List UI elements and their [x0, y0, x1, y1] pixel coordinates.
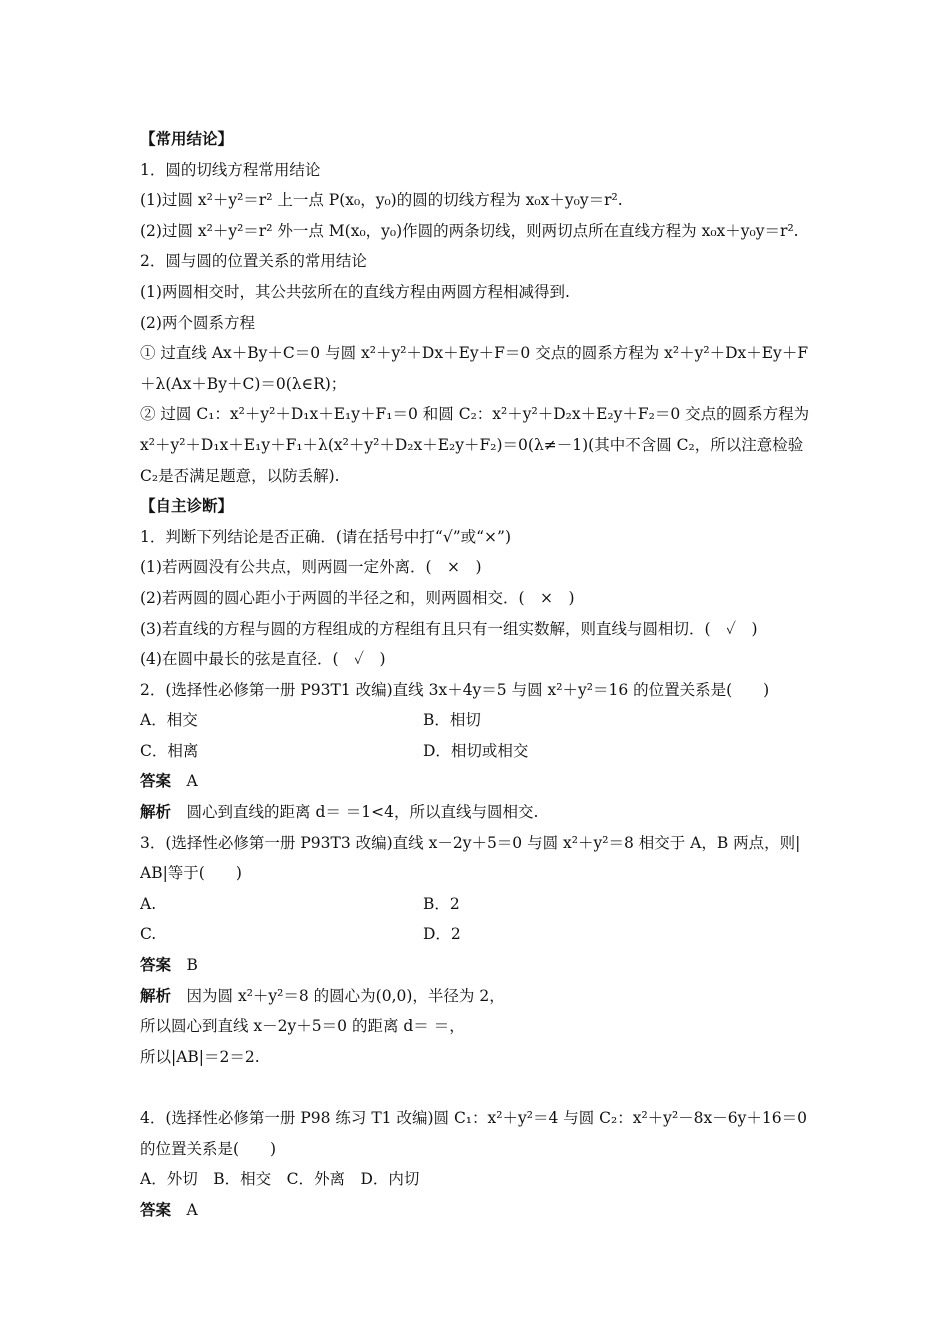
conclusion-line: ② 过圆 C₁：x²＋y²＋D₁x＋E₁y＋F₁＝0 和圆 C₂：x²＋y²＋D₂x＋E₂y＋F₂＝0 交点的圆系方程为 [140, 405, 810, 424]
answer-value: A [186, 1200, 198, 1219]
question-3: 3．(选择性必修第一册 P93T3 改编)直线 x－2y＋5＝0 与圆 x²＋y²＝8 相交于 A，B 两点，则| [140, 833, 801, 852]
question-4-cont: 的位置关系是( ) [140, 1139, 277, 1158]
conclusion-line: ＋λ(Ax＋By＋C)＝0(λ∈R)； [140, 374, 347, 393]
conclusion-heading-2: 2．圆与圆的位置关系的常用结论 [140, 252, 367, 271]
conclusion-line: (2)过圆 x²＋y²＝r² 外一点 M(x₀，y₀)作圆的两条切线，则两切点所在直线方程为 x₀x＋y₀y＝r². [140, 221, 799, 240]
question-2-options-row [140, 736, 812, 767]
solution-line: 所以圆心到直线 x－2y＋5＝0 的距离 d＝ ＝， [140, 1017, 465, 1036]
question-1-item: (1)若两圆没有公共点，则两圆一定外离．( × ) [140, 558, 482, 577]
question-3-options-row [140, 889, 812, 920]
section-title-diagnosis: 【自主诊断】 [140, 497, 234, 516]
solution-line: 所以|AB|＝2＝2. [140, 1047, 260, 1066]
conclusion-heading-1: 1．圆的切线方程常用结论 [140, 160, 321, 179]
solution-text: 因为圆 x²＋y²＝8 的圆心为(0,0)，半径为 2， [186, 986, 505, 1005]
conclusion-line: (2)两个圆系方程 [140, 313, 255, 332]
question-1-item: (2)若两圆的圆心距小于两圆的半径之和，则两圆相交．( × ) [140, 588, 575, 607]
question-2: 2．(选择性必修第一册 P93T1 改编)直线 3x＋4y＝5 与圆 x²＋y²＝16 的位置关系是( ) [140, 680, 770, 699]
solution-label: 解析 [140, 986, 172, 1005]
question-4: 4．(选择性必修第一册 P98 练习 T1 改编)圆 C₁：x²＋y²＝4 与圆 C₂：x²＋y²－8x－6y＋16＝0 [140, 1109, 807, 1127]
document-content [140, 124, 812, 1225]
option-b: B．相切 [423, 711, 481, 730]
question-1-item: (3)若直线的方程与圆的方程组成的方程组有且只有一组实数解，则直线与圆相切．( ✓ ) [140, 619, 758, 638]
answer-label: 答案 [140, 956, 172, 975]
option-c: C. [140, 925, 157, 944]
conclusion-line: ① 过直线 Ax＋By＋C＝0 与圆 x²＋y²＋Dx＋Ey＋F＝0 交点的圆系方程为 x²＋y²＋Dx＋Ey＋F [140, 344, 809, 363]
option-a: A. [140, 894, 157, 913]
conclusion-line: C₂是否满足题意，以防丢解). [140, 466, 340, 485]
answer-value: B [186, 956, 198, 975]
answer-label: 答案 [140, 1200, 172, 1219]
question-1-item: (4)在圆中最长的弦是直径．( ✓ ) [140, 650, 386, 669]
option-a: A．相交 [140, 711, 198, 730]
question-3-cont: AB|等于( ) [140, 864, 242, 883]
conclusion-line: (1)两圆相交时，其公共弦所在的直线方程由两圆方程相减得到. [140, 282, 570, 301]
option-d: D．相切或相交 [423, 741, 529, 760]
option-d: D．2 [423, 925, 461, 944]
option-b: B．2 [423, 894, 460, 913]
answer-line [140, 1195, 812, 1226]
solution-text: 圆心到直线的距离 d＝ ＝1<4，所以直线与圆相交. [186, 803, 539, 822]
answer-line [140, 950, 812, 981]
answer-line [140, 766, 812, 797]
option-c: C．相离 [140, 741, 199, 760]
answer-value: A [186, 772, 198, 791]
section-title-conclusions: 【常用结论】 [140, 130, 234, 148]
solution-line [140, 981, 812, 1012]
question-2-options-row [140, 705, 812, 736]
conclusion-line: x²＋y²＋D₁x＋E₁y＋F₁＋λ(x²＋y²＋D₂x＋E₂y＋F₂)＝0(λ≠－1)(其中不含圆 C₂，所以注意检验 [140, 435, 804, 454]
conclusion-line: (1)过圆 x²＋y²＝r² 上一点 P(x₀，y₀)的圆的切线方程为 x₀x＋y₀y＝r². [140, 191, 623, 210]
question-4-options: A．外切 B．相交 C．外离 D．内切 [140, 1170, 420, 1189]
spacer [140, 1072, 812, 1103]
question-1: 1．判断下列结论是否正确．(请在括号中打“√”或“×”) [140, 527, 512, 546]
solution-label: 解析 [140, 803, 172, 822]
answer-label: 答案 [140, 772, 172, 791]
question-3-options-row [140, 919, 812, 950]
solution-line [140, 797, 812, 828]
